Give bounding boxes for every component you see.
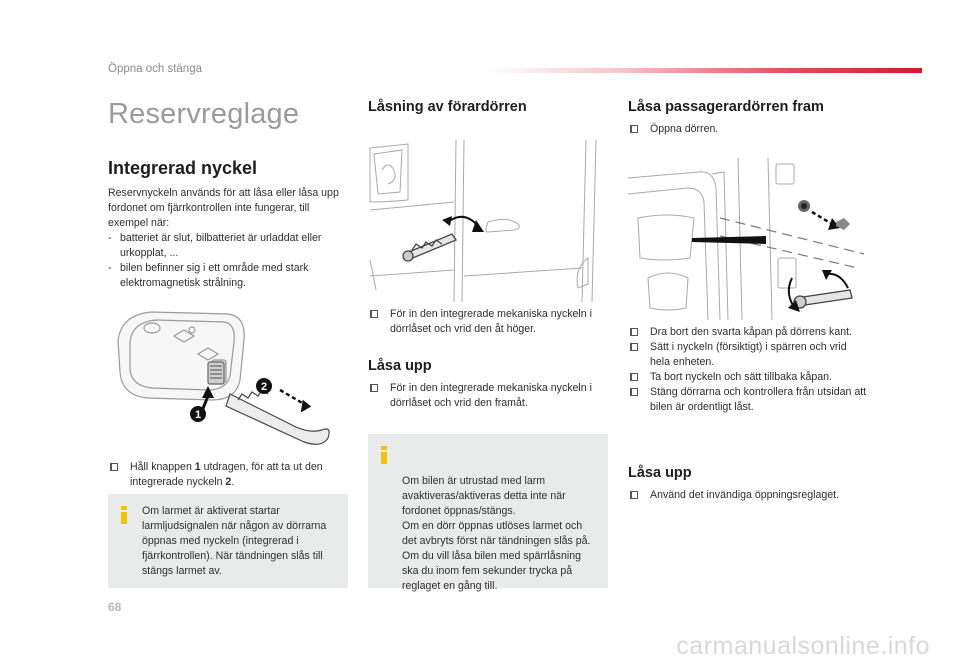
bullet-square-icon	[370, 310, 378, 318]
bullet-square-icon	[370, 384, 378, 392]
lock-instruction: För in den integrerade mekaniska nyckeln i dörrlåset och vrid den åt höger.	[390, 308, 592, 335]
unlock-instruction: För in den integrerade mekaniska nyckeln i dörrlåset och vrid den framåt.	[390, 382, 592, 409]
info-box-alarm	[108, 494, 348, 588]
passenger-door-illustration	[628, 158, 868, 320]
header-accent-bar	[486, 68, 922, 73]
condition-item: - batteriet är slut, bilbatteriet är urladdat eller urkopplat, ...	[108, 231, 348, 261]
info-text: Om bilen är utrustad med larm avaktiveras/aktiveras detta inte när fordonet öppnas/stängs. Om en dörr öppnas utlöses larmet och det avbryts först när tändningen slås på. Om du vill låsa bilen med spärrlåsning ska du inom fem sekunder trycka på reglaget en gång till.	[402, 475, 591, 592]
callout-2-label: 2	[260, 381, 268, 393]
bullet-unlock-driver	[368, 381, 608, 411]
step-item: Sätt i nyckeln (försiktigt) i spärren och vrid hela enheten.	[628, 340, 868, 370]
passenger-steps	[628, 325, 868, 415]
info-text: Om larmet är aktiverat startar larmljudsignalen när någon av dörrarna öppnas med nyckeln (integrerad i fjärrkontrollen). När tändningen slås till stängs larmet av.	[142, 505, 327, 577]
step-item: Ta bort nyckeln och sätt tillbaka kåpan.	[628, 370, 868, 385]
heading-lasning-forardorren: Låsning av förardörren	[368, 99, 527, 115]
watermark: carmanualsonline.info	[676, 632, 930, 660]
key-number: 2	[225, 476, 232, 488]
bullet-square-icon	[110, 463, 118, 471]
bullet-hold-button	[108, 460, 348, 490]
bullet-square-icon	[630, 388, 638, 396]
info-box-larm	[368, 434, 608, 592]
step-open-door: Öppna dörren.	[650, 123, 719, 135]
unlock-passenger-instruction: Använd det invändiga öppningsreglaget.	[650, 489, 840, 501]
instruction-text-pre: Håll knappen	[130, 461, 195, 473]
bullet-square-icon	[630, 373, 638, 381]
info-icon	[118, 506, 130, 524]
intro-paragraph: Reservnyckeln används för att låsa eller låsa upp fordonet om fjärrkontrollen inte fungerar, till exempel när:	[108, 187, 339, 229]
heading-lasa-upp-passenger: Låsa upp	[628, 465, 692, 481]
page-number: 68	[108, 600, 122, 614]
callout-1-label: 1	[194, 409, 202, 421]
heading-passagerardorren: Låsa passagerardörren fram	[628, 99, 824, 115]
info-icon	[378, 446, 390, 464]
bullet-square-icon	[630, 491, 638, 499]
key-fob-illustration	[108, 300, 348, 450]
step-item: Dra bort den svarta kåpan på dörrens kant.	[628, 325, 868, 340]
section-label: Öppna och stänga	[108, 63, 202, 75]
bullet-square-icon	[630, 125, 638, 133]
step-item: Stäng dörrarna och kontrollera från utsidan att bilen är ordentligt låst.	[628, 385, 868, 415]
instruction-text-mid: utdragen, för att ta ut den integrerade nyckeln	[130, 461, 323, 488]
condition-item: - bilen befinner sig i ett område med stark elektromagnetisk strålning.	[108, 261, 348, 291]
bullet-lock-driver	[368, 307, 608, 337]
instruction-text-post: .	[231, 476, 235, 488]
conditions-list	[108, 231, 348, 291]
button-number: 1	[194, 461, 201, 473]
heading-integrerad-nyckel: Integrerad nyckel	[108, 158, 258, 178]
bullet-unlock-passenger	[628, 488, 868, 503]
bullet-square-icon	[630, 328, 638, 336]
heading-lasa-upp-driver: Låsa upp	[368, 358, 432, 374]
bullet-square-icon	[630, 343, 638, 351]
bullet-open-door	[628, 122, 868, 137]
driver-door-illustration	[368, 140, 608, 302]
page-title: Reservreglage	[108, 98, 300, 130]
